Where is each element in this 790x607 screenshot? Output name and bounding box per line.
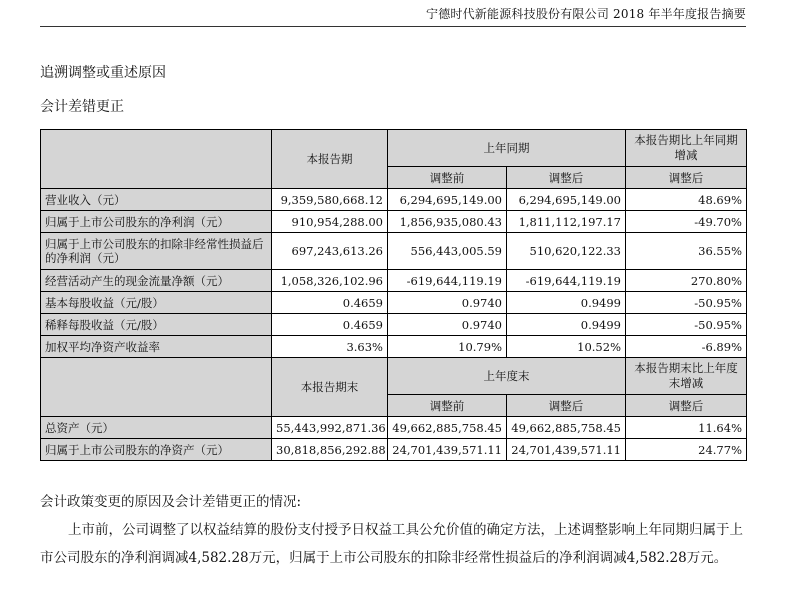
table-row bbox=[41, 439, 747, 461]
cell-current: 55,443,992,871.36 bbox=[272, 417, 388, 439]
row-label: 基本每股收益（元/股） bbox=[41, 292, 272, 314]
cell-after: -619,644,119.19 bbox=[507, 270, 626, 292]
cell-change: 36.55% bbox=[626, 233, 747, 270]
table2-header-change: 本报告期末比上年度末增减 bbox=[626, 358, 747, 395]
cell-before: -619,644,119.19 bbox=[388, 270, 507, 292]
table2-subheader-after: 调整后 bbox=[507, 395, 626, 417]
cell-change: 24.77% bbox=[626, 439, 747, 461]
table2-header-row bbox=[41, 358, 747, 395]
table-row bbox=[41, 189, 747, 211]
cell-before: 49,662,885,758.45 bbox=[388, 417, 507, 439]
cell-before: 10.79% bbox=[388, 336, 507, 358]
cell-before: 1,856,935,080.43 bbox=[388, 211, 507, 233]
cell-after: 510,620,122.33 bbox=[507, 233, 626, 270]
cell-before: 0.9740 bbox=[388, 292, 507, 314]
table1-header-current: 本报告期 bbox=[272, 130, 388, 189]
report-header-title: 宁德时代新能源科技股份有限公司 2018 年半年度报告摘要 bbox=[426, 7, 746, 21]
table1-subheader-before: 调整前 bbox=[388, 167, 507, 189]
section-heading-error-correction: 会计差错更正 bbox=[40, 99, 124, 115]
table2-header-current: 本报告期末 bbox=[272, 358, 388, 417]
table2-header-prior: 上年度末 bbox=[388, 358, 626, 395]
section-heading-restatement-reason: 追溯调整或重述原因 bbox=[40, 65, 166, 81]
header-divider bbox=[40, 26, 746, 27]
correction-paragraph: 上市前，公司调整了以权益结算的股份支付授予日权益工具公允价值的确定方法，上述调整影响上年同期归属于上市公司股东的净利润调减4,582.28万元，归属于上市公司股东的扣除非经常性损益后的净利润调减4,582.28万元。 bbox=[40, 522, 743, 566]
cell-current: 9,359,580,668.12 bbox=[272, 189, 388, 211]
table-row bbox=[41, 233, 747, 270]
table1-header-row bbox=[41, 130, 747, 167]
cell-change: -49.70% bbox=[626, 211, 747, 233]
cell-before: 24,701,439,571.11 bbox=[388, 439, 507, 461]
cell-after: 1,811,112,197.17 bbox=[507, 211, 626, 233]
row-label: 归属于上市公司股东的净利润（元） bbox=[41, 211, 272, 233]
cell-before: 6,294,695,149.00 bbox=[388, 189, 507, 211]
cell-current: 1,058,326,102.96 bbox=[272, 270, 388, 292]
cell-after: 49,662,885,758.45 bbox=[507, 417, 626, 439]
cell-current: 30,818,856,292.88 bbox=[272, 439, 388, 461]
table-row bbox=[41, 314, 747, 336]
cell-current: 910,954,288.00 bbox=[272, 211, 388, 233]
cell-change: -50.95% bbox=[626, 292, 747, 314]
cell-current: 0.4659 bbox=[272, 314, 388, 336]
cell-change: 48.69% bbox=[626, 189, 747, 211]
table-row bbox=[41, 417, 747, 439]
cell-change: 11.64% bbox=[626, 417, 747, 439]
table1-header-blank bbox=[41, 130, 272, 189]
table1-subheader-change: 调整后 bbox=[626, 167, 747, 189]
cell-after: 0.9499 bbox=[507, 292, 626, 314]
cell-before: 0.9740 bbox=[388, 314, 507, 336]
cell-change: 270.80% bbox=[626, 270, 747, 292]
cell-after: 10.52% bbox=[507, 336, 626, 358]
cell-after: 6,294,695,149.00 bbox=[507, 189, 626, 211]
row-label: 经营活动产生的现金流量净额（元） bbox=[41, 270, 272, 292]
row-label: 归属于上市公司股东的扣除非经常性损益后的净利润（元） bbox=[41, 233, 272, 270]
row-label: 稀释每股收益（元/股） bbox=[41, 314, 272, 336]
policy-change-note-heading: 会计政策变更的原因及会计差错更正的情况: bbox=[40, 494, 302, 510]
cell-after: 0.9499 bbox=[507, 314, 626, 336]
table-row bbox=[41, 292, 747, 314]
row-label: 营业收入（元） bbox=[41, 189, 272, 211]
cell-current: 0.4659 bbox=[272, 292, 388, 314]
cell-after: 24,701,439,571.11 bbox=[507, 439, 626, 461]
cell-current: 3.63% bbox=[272, 336, 388, 358]
cell-before: 556,443,005.59 bbox=[388, 233, 507, 270]
row-label: 加权平均净资产收益率 bbox=[41, 336, 272, 358]
cell-change: -50.95% bbox=[626, 314, 747, 336]
table2-subheader-before: 调整前 bbox=[388, 395, 507, 417]
table2-header-blank bbox=[41, 358, 272, 417]
financial-data-table bbox=[40, 129, 747, 461]
table1-header-prior: 上年同期 bbox=[388, 130, 626, 167]
table1-header-change: 本报告期比上年同期增减 bbox=[626, 130, 747, 167]
row-label: 归属于上市公司股东的净资产（元） bbox=[41, 439, 272, 461]
row-label: 总资产（元） bbox=[41, 417, 272, 439]
cell-change: -6.89% bbox=[626, 336, 747, 358]
table-row bbox=[41, 211, 747, 233]
table2-subheader-change: 调整后 bbox=[626, 395, 747, 417]
cell-current: 697,243,613.26 bbox=[272, 233, 388, 270]
correction-explanation bbox=[40, 516, 752, 572]
table-row bbox=[41, 336, 747, 358]
table-row bbox=[41, 270, 747, 292]
table1-subheader-after: 调整后 bbox=[507, 167, 626, 189]
